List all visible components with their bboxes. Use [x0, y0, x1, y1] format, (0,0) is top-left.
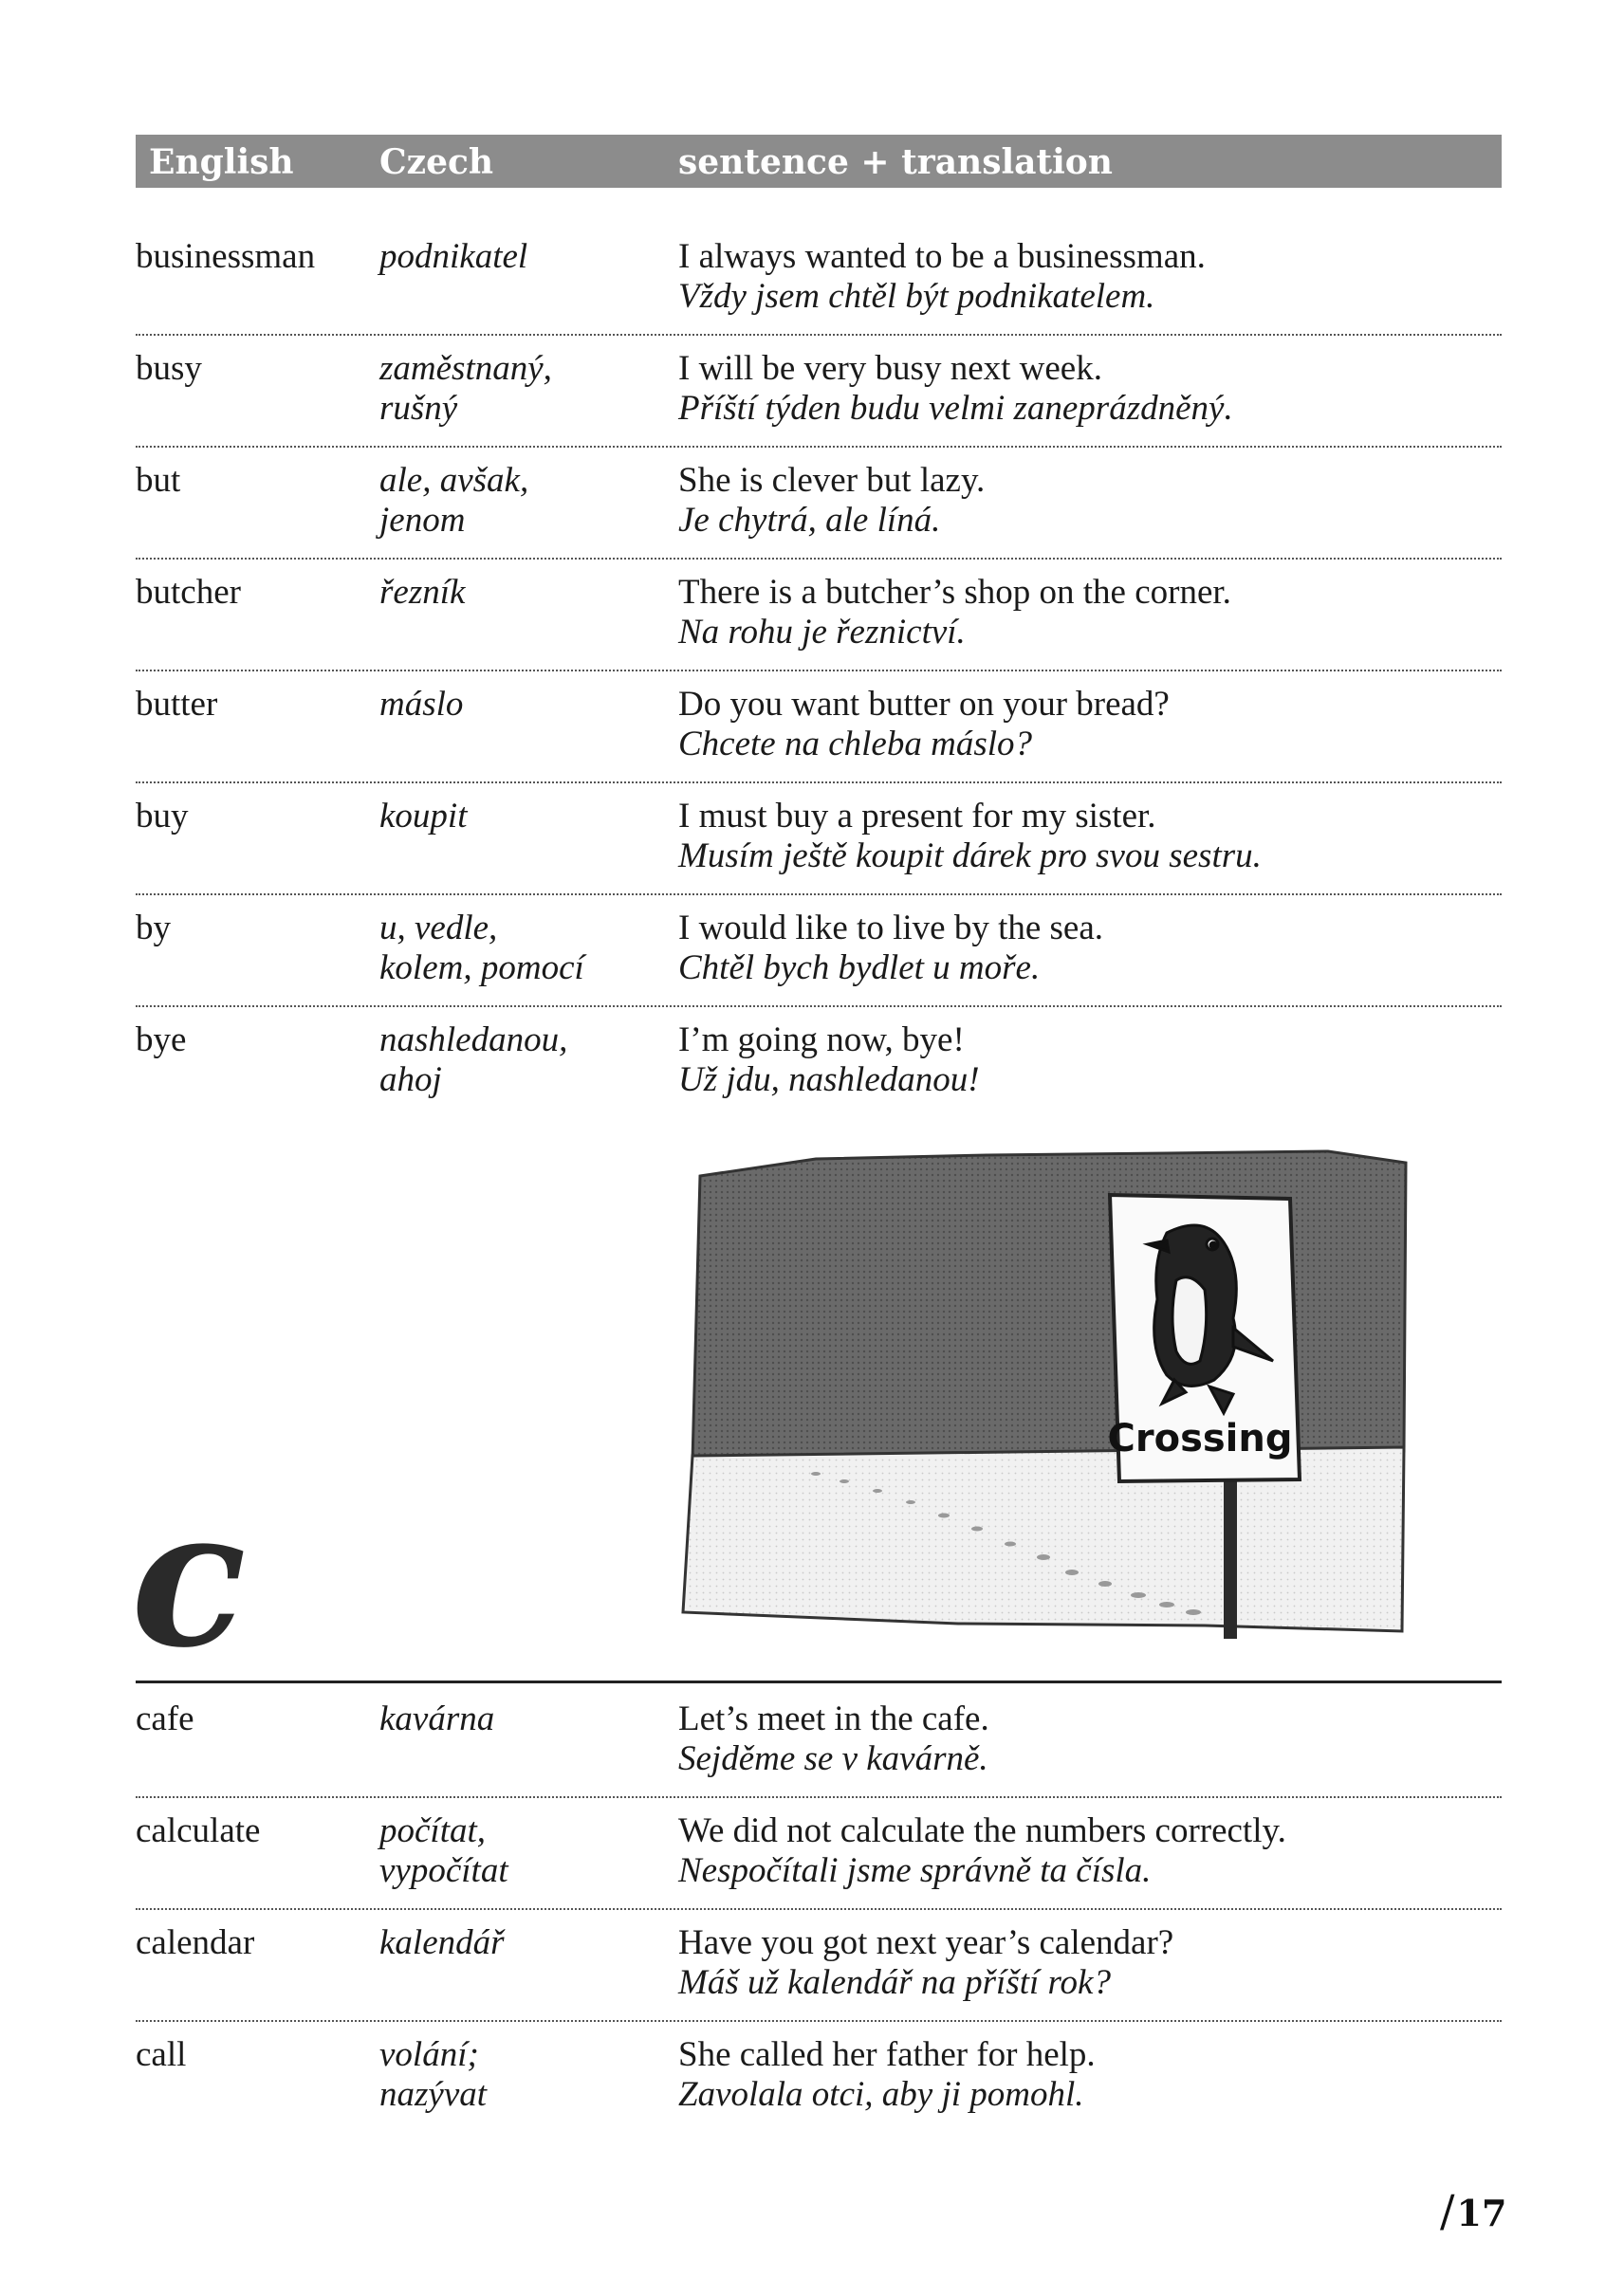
czech-word: nashledanou, ahoj [379, 1020, 568, 1099]
table-row [136, 909, 1502, 1020]
czech-word: u, vedle, kolem, pomocí [379, 909, 584, 987]
table-row [136, 461, 1502, 573]
example: Have you got next year’s calendar? Máš už kalendář na příští rok? [678, 1923, 1174, 2002]
english-word: bye [136, 1020, 187, 1059]
table-row [136, 685, 1502, 797]
header-sentence: sentence + translation [678, 142, 1113, 182]
example: I always wanted to be a businessman. Vždy jsem chtěl být podnikatelem. [678, 237, 1206, 316]
czech-word: počítat, vypočítat [379, 1811, 508, 1890]
row-divider [136, 446, 1502, 448]
row-divider [136, 781, 1502, 783]
section-letter: c [131, 1467, 247, 1690]
table-row [136, 1020, 1502, 1132]
row-divider [136, 1796, 1502, 1798]
table-row [136, 1811, 1502, 1923]
row-divider [136, 1908, 1502, 1910]
table-row [136, 573, 1502, 685]
page-number: /17 [1440, 2185, 1507, 2236]
table-row [136, 1699, 1502, 1811]
czech-word: řezník [379, 573, 466, 612]
table-row [136, 349, 1502, 461]
english-word: buy [136, 797, 189, 836]
section-divider [136, 1681, 1502, 1683]
table-row [136, 237, 1502, 349]
example: We did not calculate the numbers correctly. Nespočítali jsme správně ta čísla. [678, 1811, 1286, 1890]
czech-word: kalendář [379, 1923, 505, 1962]
row-divider [136, 334, 1502, 336]
english-word: businessman [136, 237, 316, 276]
row-divider [136, 2020, 1502, 2022]
english-word: busy [136, 349, 202, 388]
sign-text: Crossing [1107, 1417, 1293, 1460]
english-word: calculate [136, 1811, 261, 1850]
czech-word: zaměstnaný, rušný [379, 349, 552, 428]
english-word: by [136, 909, 171, 947]
penguin-crossing-illustration [674, 1138, 1413, 1650]
row-divider [136, 893, 1502, 895]
table-row [136, 2035, 1502, 2147]
czech-word: kavárna [379, 1699, 495, 1738]
example: I would like to live by the sea. Chtěl bych bydlet u moře. [678, 909, 1104, 987]
example: I will be very busy next week. Příští týden budu velmi zaneprázdněný. [678, 349, 1233, 428]
table-row [136, 797, 1502, 909]
table-row [136, 1923, 1502, 2035]
header-english: English [149, 142, 294, 182]
row-divider [136, 558, 1502, 560]
english-word: but [136, 461, 181, 500]
row-divider [136, 1005, 1502, 1007]
english-word: cafe [136, 1699, 194, 1738]
czech-word: ale, avšak, jenom [379, 461, 529, 540]
czech-word: koupit [379, 797, 468, 836]
example: I’m going now, bye! Už jdu, nashledanou! [678, 1020, 980, 1099]
example: Do you want butter on your bread? Chcete na chleba máslo? [678, 685, 1170, 763]
example: There is a butcher’s shop on the corner. Na rohu je řeznictví. [678, 573, 1231, 652]
czech-word: máslo [379, 685, 464, 724]
example: Let’s meet in the cafe. Sejděme se v kavárně. [678, 1699, 989, 1778]
english-word: calendar [136, 1923, 255, 1962]
czech-word: podnikatel [379, 237, 528, 276]
english-word: butcher [136, 573, 241, 612]
czech-word: volání; nazývat [379, 2035, 488, 2114]
example: I must buy a present for my sister. Musím ještě koupit dárek pro svou sestru. [678, 797, 1262, 875]
table-header [136, 135, 1502, 188]
header-czech: Czech [379, 142, 494, 182]
english-word: butter [136, 685, 218, 724]
example: She called her father for help. Zavolala otci, aby ji pomohl. [678, 2035, 1096, 2114]
row-divider [136, 670, 1502, 671]
english-word: call [136, 2035, 187, 2074]
example: She is clever but lazy. Je chytrá, ale líná. [678, 461, 986, 540]
